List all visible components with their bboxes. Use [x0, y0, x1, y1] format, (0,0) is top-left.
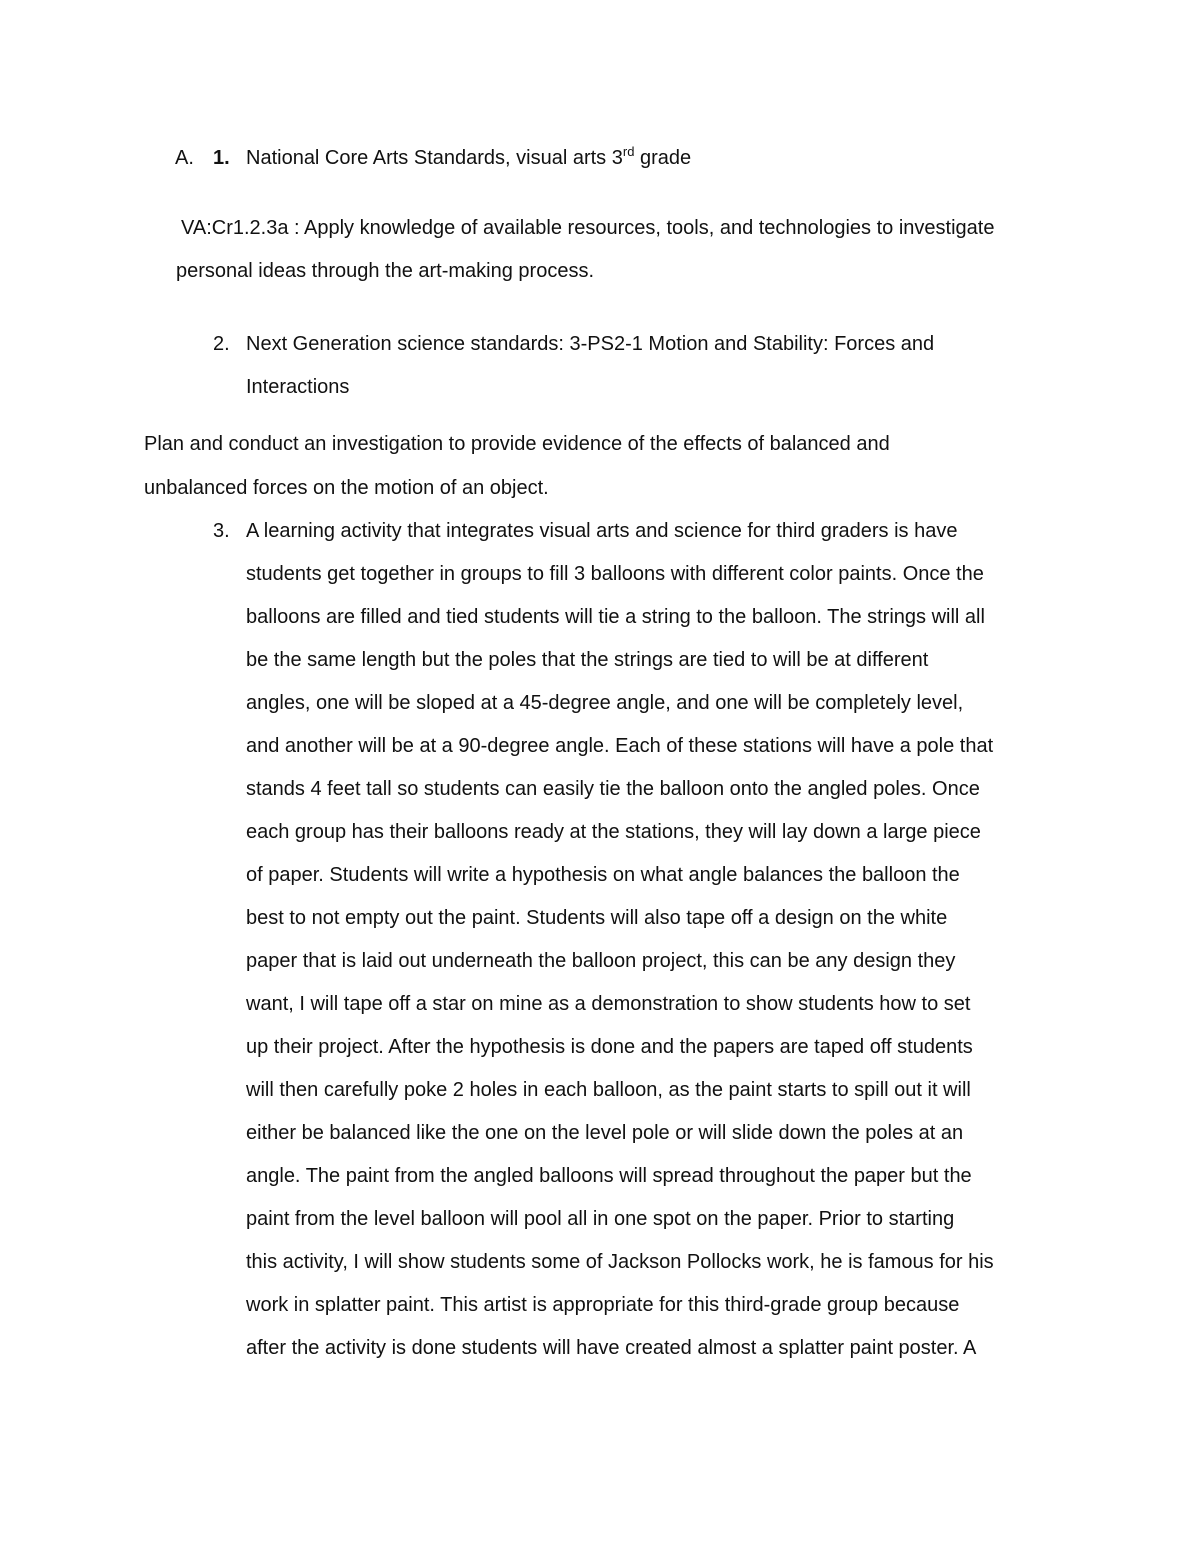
item-3-line: be the same length but the poles that the strings are tied to will be at different [246, 649, 929, 671]
item-3-line: paper that is laid out underneath the balloon project, this can be any design they [246, 950, 956, 972]
item-3-line: this activity, I will show students some of Jackson Pollocks work, he is famous for his [246, 1251, 994, 1273]
item-3-line: of paper. Students will write a hypothesis on what angle balances the balloon the [246, 864, 960, 886]
item-3-line: angles, one will be sloped at a 45-degree angle, and one will be completely level, [246, 692, 964, 714]
item-2-line-1: Next Generation science standards: 3-PS2-1 Motion and Stability: Forces and [246, 333, 935, 355]
item-2-line-2: Interactions [246, 376, 350, 398]
item-3-line: stands 4 feet tall so students can easily tie the balloon onto the angled poles. Once [246, 778, 980, 800]
item-3-line: and another will be at a 90-degree angle. Each of these stations will have a pole that [246, 735, 994, 757]
va-standard-line-2: personal ideas through the art-making process. [176, 260, 595, 282]
item-3-line: up their project. After the hypothesis is done and the papers are taped off students [246, 1036, 973, 1058]
item-3-line: students get together in groups to fill 3 balloons with different color paints. Once the [246, 563, 984, 585]
va-standard-line-1: VA:Cr1.2.3a : Apply knowledge of available resources, tools, and technologies to investigate [181, 217, 995, 239]
item-3-line: want, I will tape off a star on mine as a demonstration to show students how to set [246, 993, 971, 1015]
item-3-line: A learning activity that integrates visual arts and science for third graders is have [246, 520, 958, 542]
outer-list-marker: A. [175, 147, 194, 169]
item-3-line: paint from the level balloon will pool all in one spot on the paper. Prior to starting [246, 1208, 955, 1230]
item-3-line: either be balanced like the one on the level pole or will slide down the poles at an [246, 1122, 964, 1144]
item-3-line: each group has their balloons ready at the stations, they will lay down a large piece [246, 821, 981, 843]
item-3-line: after the activity is done students will have created almost a splatter paint poster. A [246, 1337, 977, 1359]
heading-title-text: National Core Arts Standards, visual arts 3 [246, 147, 623, 169]
heading-title-suffix: grade [634, 147, 692, 169]
item-3-line: best to not empty out the paint. Students will also tape off a design on the white [246, 907, 948, 929]
ngss-paragraph-line-2: unbalanced forces on the motion of an object. [144, 477, 549, 499]
item-2-marker: 2. [213, 333, 230, 355]
item-3-line: angle. The paint from the angled balloons will spread throughout the paper but the [246, 1165, 972, 1187]
item-3-marker: 3. [213, 520, 230, 542]
ngss-paragraph-line-1: Plan and conduct an investigation to provide evidence of the effects of balanced and [144, 433, 890, 455]
item-3-line: balloons are filled and tied students will tie a string to the balloon. The strings will all [246, 606, 985, 628]
item-3-line: work in splatter paint. This artist is appropriate for this third-grade group because [246, 1294, 960, 1316]
inner-list-marker: 1. [213, 147, 230, 169]
heading-title [246, 146, 691, 172]
heading-title-superscript: rd [622, 144, 635, 159]
item-3-line: will then carefully poke 2 holes in each balloon, as the paint starts to spill out it will [246, 1079, 971, 1101]
